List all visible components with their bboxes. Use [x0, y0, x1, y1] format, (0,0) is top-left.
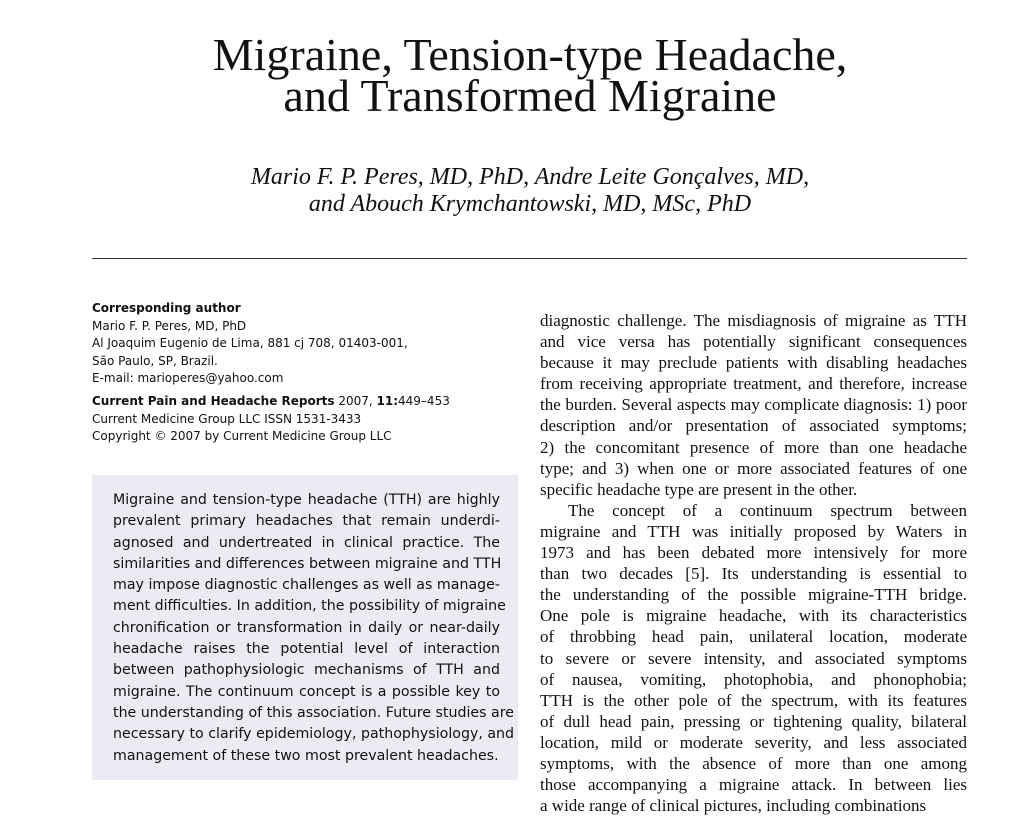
citation-year: 2007,: [334, 393, 377, 408]
body-line: location, mild or moderate severity, and less associated: [540, 732, 967, 752]
body-line: than two decades [5]. Its understanding is essential to: [540, 564, 967, 584]
body-line: a wide range of clinical pictures, including combinations: [540, 796, 927, 816]
body-line: TTH is the other pole of the spectrum, with its features: [540, 690, 967, 710]
abstract-text: [113, 490, 515, 767]
title-line: and Transformed Migraine: [283, 70, 777, 121]
article-info: [92, 300, 492, 446]
copyright-line: Copyright © 2007 by Current Medicine Group LLC: [92, 429, 392, 444]
body-line: the burden. Several aspects may complicate diagnosis: 1) poor: [540, 395, 967, 415]
abstract-line: may impose diagnostic challenges as well as manage-: [113, 577, 500, 594]
body-line: those accompanying a migraine attack. In between lies: [540, 775, 967, 795]
journal-name: Current Pain and Headache Reports: [92, 393, 335, 408]
abstract-line: ment difficulties. In addition, the possibility of migraine: [113, 598, 506, 615]
header-divider: [92, 258, 967, 259]
abstract-line: Migraine and tension-type headache (TTH) are highly: [113, 492, 500, 508]
body-line: 1973 and has been debated more intensively for more: [540, 543, 967, 563]
corresponding-author-heading: Corresponding author: [92, 301, 241, 315]
body-line: description and/or presentation of associated symptoms;: [540, 416, 967, 436]
body-line: specific headache type are present in the other.: [540, 479, 858, 499]
abstract-line: the understanding of this association. Future studies are: [113, 704, 514, 721]
body-line: type; and 3) when one or more associated features of one: [540, 458, 967, 478]
body-line: of throbbing head pain, unilateral location, moderate: [540, 627, 967, 647]
abstract-line: between pathophysiologic mechanisms of TTH and: [113, 662, 500, 679]
author-line: and Abouch Krymchantowski, MD, MSc, PhD: [308, 191, 752, 217]
publisher-line: Current Medicine Group LLC ISSN 1531-3433: [92, 411, 362, 426]
citation-volume: 11:: [376, 393, 399, 408]
author-line: Mario F. P. Peres, MD, PhD, Andre Leite Gonçalves, MD,: [250, 164, 810, 190]
body-line: to severe or severe intensity, and associated symptoms: [540, 648, 967, 668]
citation-pages: 449–453: [398, 393, 450, 408]
body-line: from receiving appropriate treatment, and therefore, increase: [540, 374, 967, 394]
body-line: migraine and TTH was initially proposed by Waters in: [540, 521, 967, 541]
body-line: One pole is migraine headache, with its characteristics: [540, 606, 967, 626]
title-line: Migraine, Tension-type Headache,: [212, 29, 848, 80]
body-line: and vice versa has potentially significant consequences: [540, 332, 967, 352]
body-text: [540, 310, 967, 816]
abstract-line: prevalent primary headaches that remain underdi-: [113, 513, 500, 530]
body-line: The concept of a continuum spectrum between: [568, 500, 967, 520]
journal-citation: [92, 393, 492, 411]
body-line: symptoms, with the absence of more than one among: [540, 753, 967, 773]
body-line: because it may preclude patients with disabling headaches: [540, 353, 967, 373]
body-line: diagnostic challenge. The misdiagnosis of migraine as TTH: [540, 311, 967, 330]
address-line: São Paulo, SP, Brazil.: [92, 353, 218, 368]
abstract-line: similarities and differences between migraine and TTH: [113, 555, 502, 572]
body-line: 2) the concomitant presence of more than one headache: [540, 437, 967, 457]
abstract-line: migraine. The continuum concept is a possible key to: [113, 683, 500, 700]
address-line: Al Joaquim Eugenio de Lima, 881 cj 708, 01403-001,: [92, 336, 408, 351]
body-line: the understanding of the possible migraine-TTH bridge.: [540, 585, 967, 605]
abstract-line: agnosed and undertreated in clinical practice. The: [113, 534, 500, 551]
body-line: of dull head pain, pressing or tightening quality, bilateral: [540, 711, 967, 731]
abstract-line: management of these two most prevalent headaches.: [113, 747, 499, 764]
abstract-line: necessary to clarify epidemiology, pathophysiology, and: [113, 726, 515, 743]
body-line: of nausea, vomiting, photophobia, and phonophobia;: [540, 669, 967, 689]
abstract-line: headache raises the potential level of interaction: [113, 641, 500, 658]
email[interactable]: E-mail: marioperes@yahoo.com: [92, 371, 284, 386]
article-title: [0, 29, 1024, 121]
author-name: Mario F. P. Peres, MD, PhD: [92, 318, 247, 333]
author-list: [0, 164, 1024, 218]
abstract-line: chronification or transformation in daily or near-daily: [113, 619, 500, 636]
